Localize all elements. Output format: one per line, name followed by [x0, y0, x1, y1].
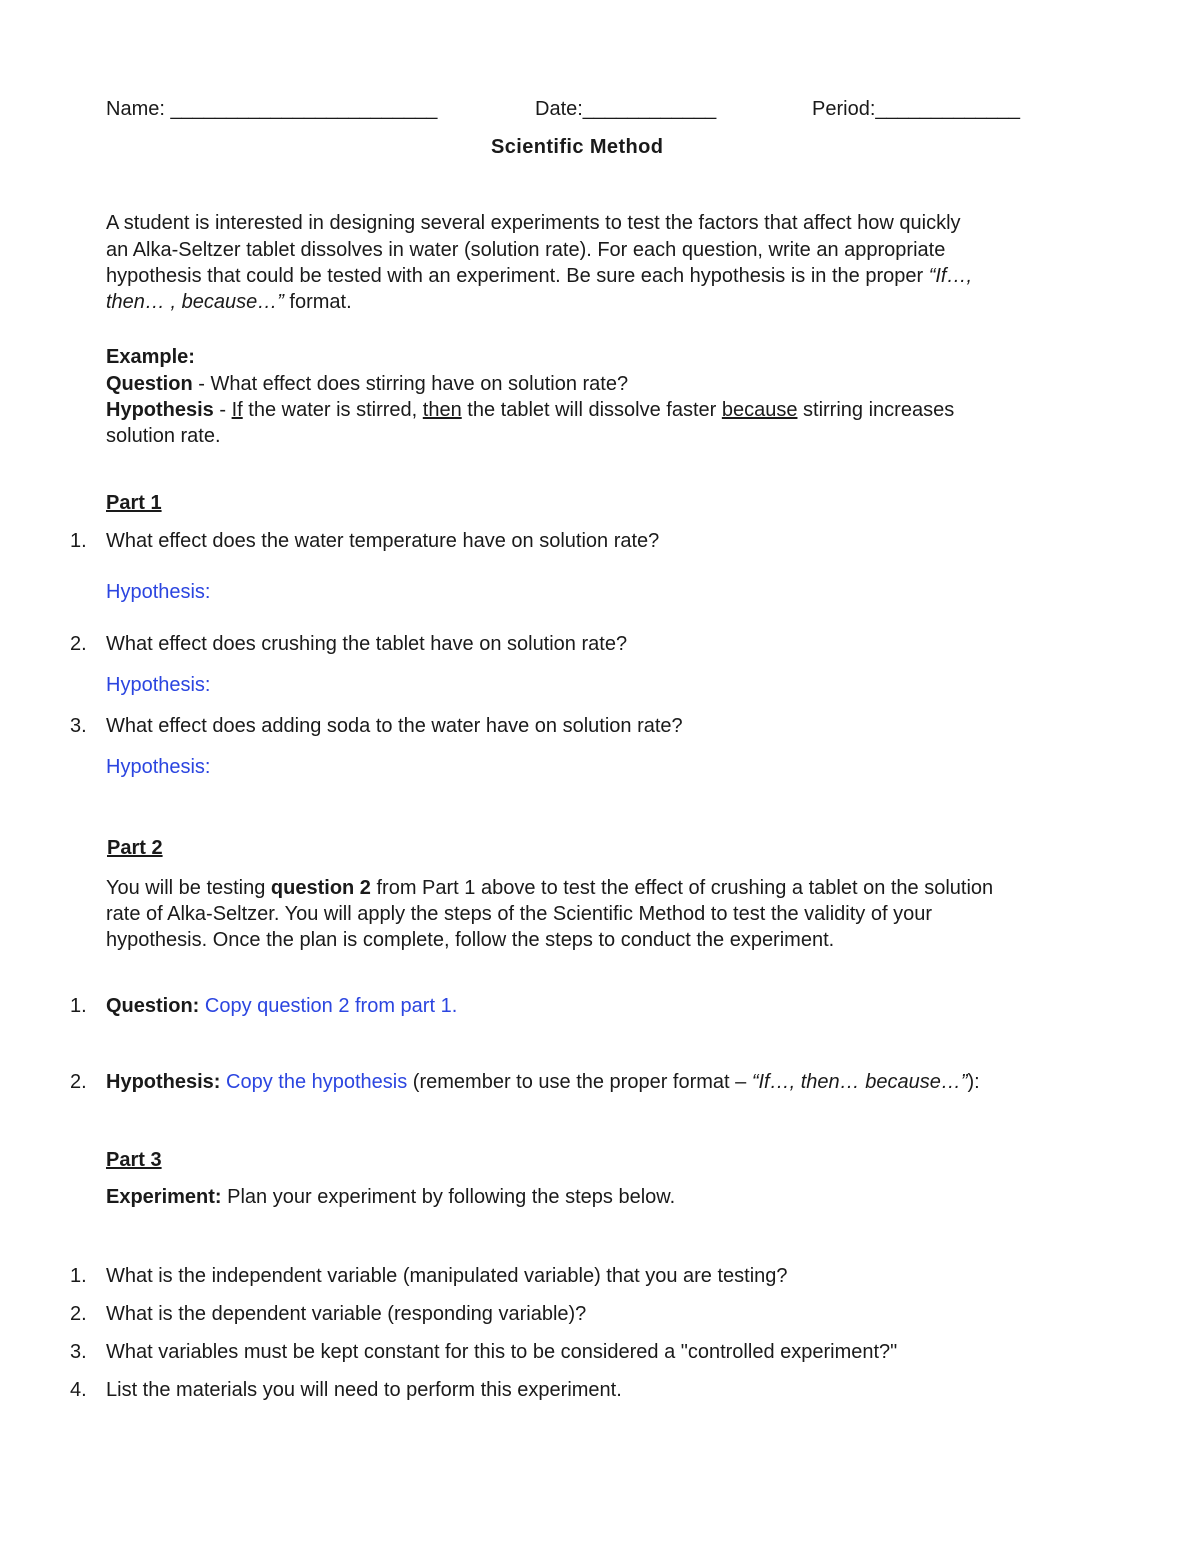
period-field-label: Period:_____________ — [812, 98, 1020, 120]
part-2-item-2-number: 2. — [70, 1071, 87, 1093]
part-2-heading: Part 2 — [107, 837, 163, 859]
part-2-hypothesis-instruction: Copy the hypothesis — [220, 1071, 408, 1093]
part-1-q1-hypothesis: Hypothesis: — [106, 581, 211, 603]
part-1-q2-text: What effect does crushing the tablet have on solution rate? — [106, 633, 628, 655]
part-3-step-3-number: 3. — [70, 1341, 87, 1363]
part-2-line-3: hypothesis. Once the plan is complete, follow the steps to conduct the experiment. — [106, 929, 835, 951]
part-2-line-2: rate of Alka-Seltzer. You will apply the steps of the Scientific Method to test the validity of your — [106, 903, 933, 925]
part-3-step-2-text: What is the dependent variable (responding variable)? — [106, 1303, 587, 1325]
date-field-label: Date:____________ — [535, 98, 717, 120]
example-question-label: Question — [106, 373, 193, 395]
example-hyp-line-2: solution rate. — [106, 425, 221, 447]
part-1-q1-number: 1. — [70, 530, 87, 552]
example-hyp-dash: - — [213, 399, 232, 421]
part-3-step-1-number: 1. — [70, 1265, 87, 1287]
part-2-line-1-text-a: You will be testing — [106, 877, 271, 899]
example-heading: Example: — [106, 346, 195, 368]
part-3-experiment-text: Plan your experiment by following the steps below. — [221, 1186, 676, 1208]
part-1-heading: Part 1 — [106, 492, 162, 514]
part-2-line-1-text-c: from Part 1 above to test the effect of crushing a tablet on the solution — [370, 877, 994, 899]
example-hyp-because: because — [721, 399, 798, 421]
part-3-step-4-text: List the materials you will need to perform this experiment. — [106, 1379, 622, 1401]
part-2-item-1-number: 1. — [70, 995, 87, 1017]
part-1-q2-hypothesis: Hypothesis: — [106, 674, 211, 696]
intro-line-3-text: hypothesis that could be tested with an experiment. Be sure each hypothesis is in the proper — [106, 265, 929, 287]
example-question — [106, 371, 628, 397]
intro-format-italic-start: “If…, — [928, 265, 973, 287]
part-2-line-1 — [106, 875, 993, 901]
part-1-q3-number: 3. — [70, 715, 87, 737]
part-1-q3-hypothesis: Hypothesis: — [106, 756, 211, 778]
example-hyp-text-2: the tablet will dissolve faster — [461, 399, 722, 421]
example-hyp-text-3: stirring increases — [797, 399, 955, 421]
part-3-step-4-number: 4. — [70, 1379, 87, 1401]
name-field-label: Name: ________________________ — [106, 98, 438, 120]
part-1-q1-text: What effect does the water temperature have on solution rate? — [106, 530, 660, 552]
part-2-item-1 — [106, 993, 457, 1019]
intro-line-1: A student is interested in designing several experiments to test the factors that affect how quickly — [106, 212, 961, 234]
part-3-step-2-number: 2. — [70, 1303, 87, 1325]
part-3-heading: Part 3 — [106, 1149, 162, 1171]
example-hyp-then: then — [422, 399, 462, 421]
part-2-format-italic: “If…, then… because…” — [751, 1071, 968, 1093]
intro-line-4-text: format. — [283, 291, 352, 313]
example-question-text: - What effect does stirring have on solution rate? — [192, 373, 629, 395]
part-2-hypothesis-label: Hypothesis: — [106, 1071, 221, 1093]
part-3-step-3-text: What variables must be kept constant for this to be considered a "controlled experiment?" — [106, 1341, 898, 1363]
example-hypothesis — [106, 397, 954, 423]
page-title: Scientific Method — [491, 136, 664, 158]
part-1-q2-number: 2. — [70, 633, 87, 655]
intro-format-italic-end: then… , because…” — [106, 291, 284, 313]
part-2-question-label: Question: — [106, 995, 200, 1017]
part-2-item-2 — [106, 1069, 980, 1095]
intro-line-2: an Alka-Seltzer tablet dissolves in water (solution rate). For each question, write an appropriate — [106, 239, 946, 261]
part-2-question-ref: question 2 — [270, 877, 371, 899]
part-2-question-instruction: Copy question 2 from part 1. — [199, 995, 458, 1017]
part-1-q3-text: What effect does adding soda to the water have on solution rate? — [106, 715, 683, 737]
intro-line-3 — [106, 263, 972, 289]
example-hyp-if: If — [231, 399, 243, 421]
example-hypothesis-label: Hypothesis — [106, 399, 214, 421]
part-2-hypothesis-note: (remember to use the proper format – — [407, 1071, 752, 1093]
part-3-experiment-label: Experiment: — [106, 1186, 222, 1208]
part-3-step-1-text: What is the independent variable (manipulated variable) that you are testing? — [106, 1265, 788, 1287]
part-2-hypothesis-close: ): — [967, 1071, 980, 1093]
example-hyp-text-1: the water is stirred, — [242, 399, 423, 421]
intro-line-4 — [106, 289, 352, 315]
part-3-experiment — [106, 1184, 675, 1210]
